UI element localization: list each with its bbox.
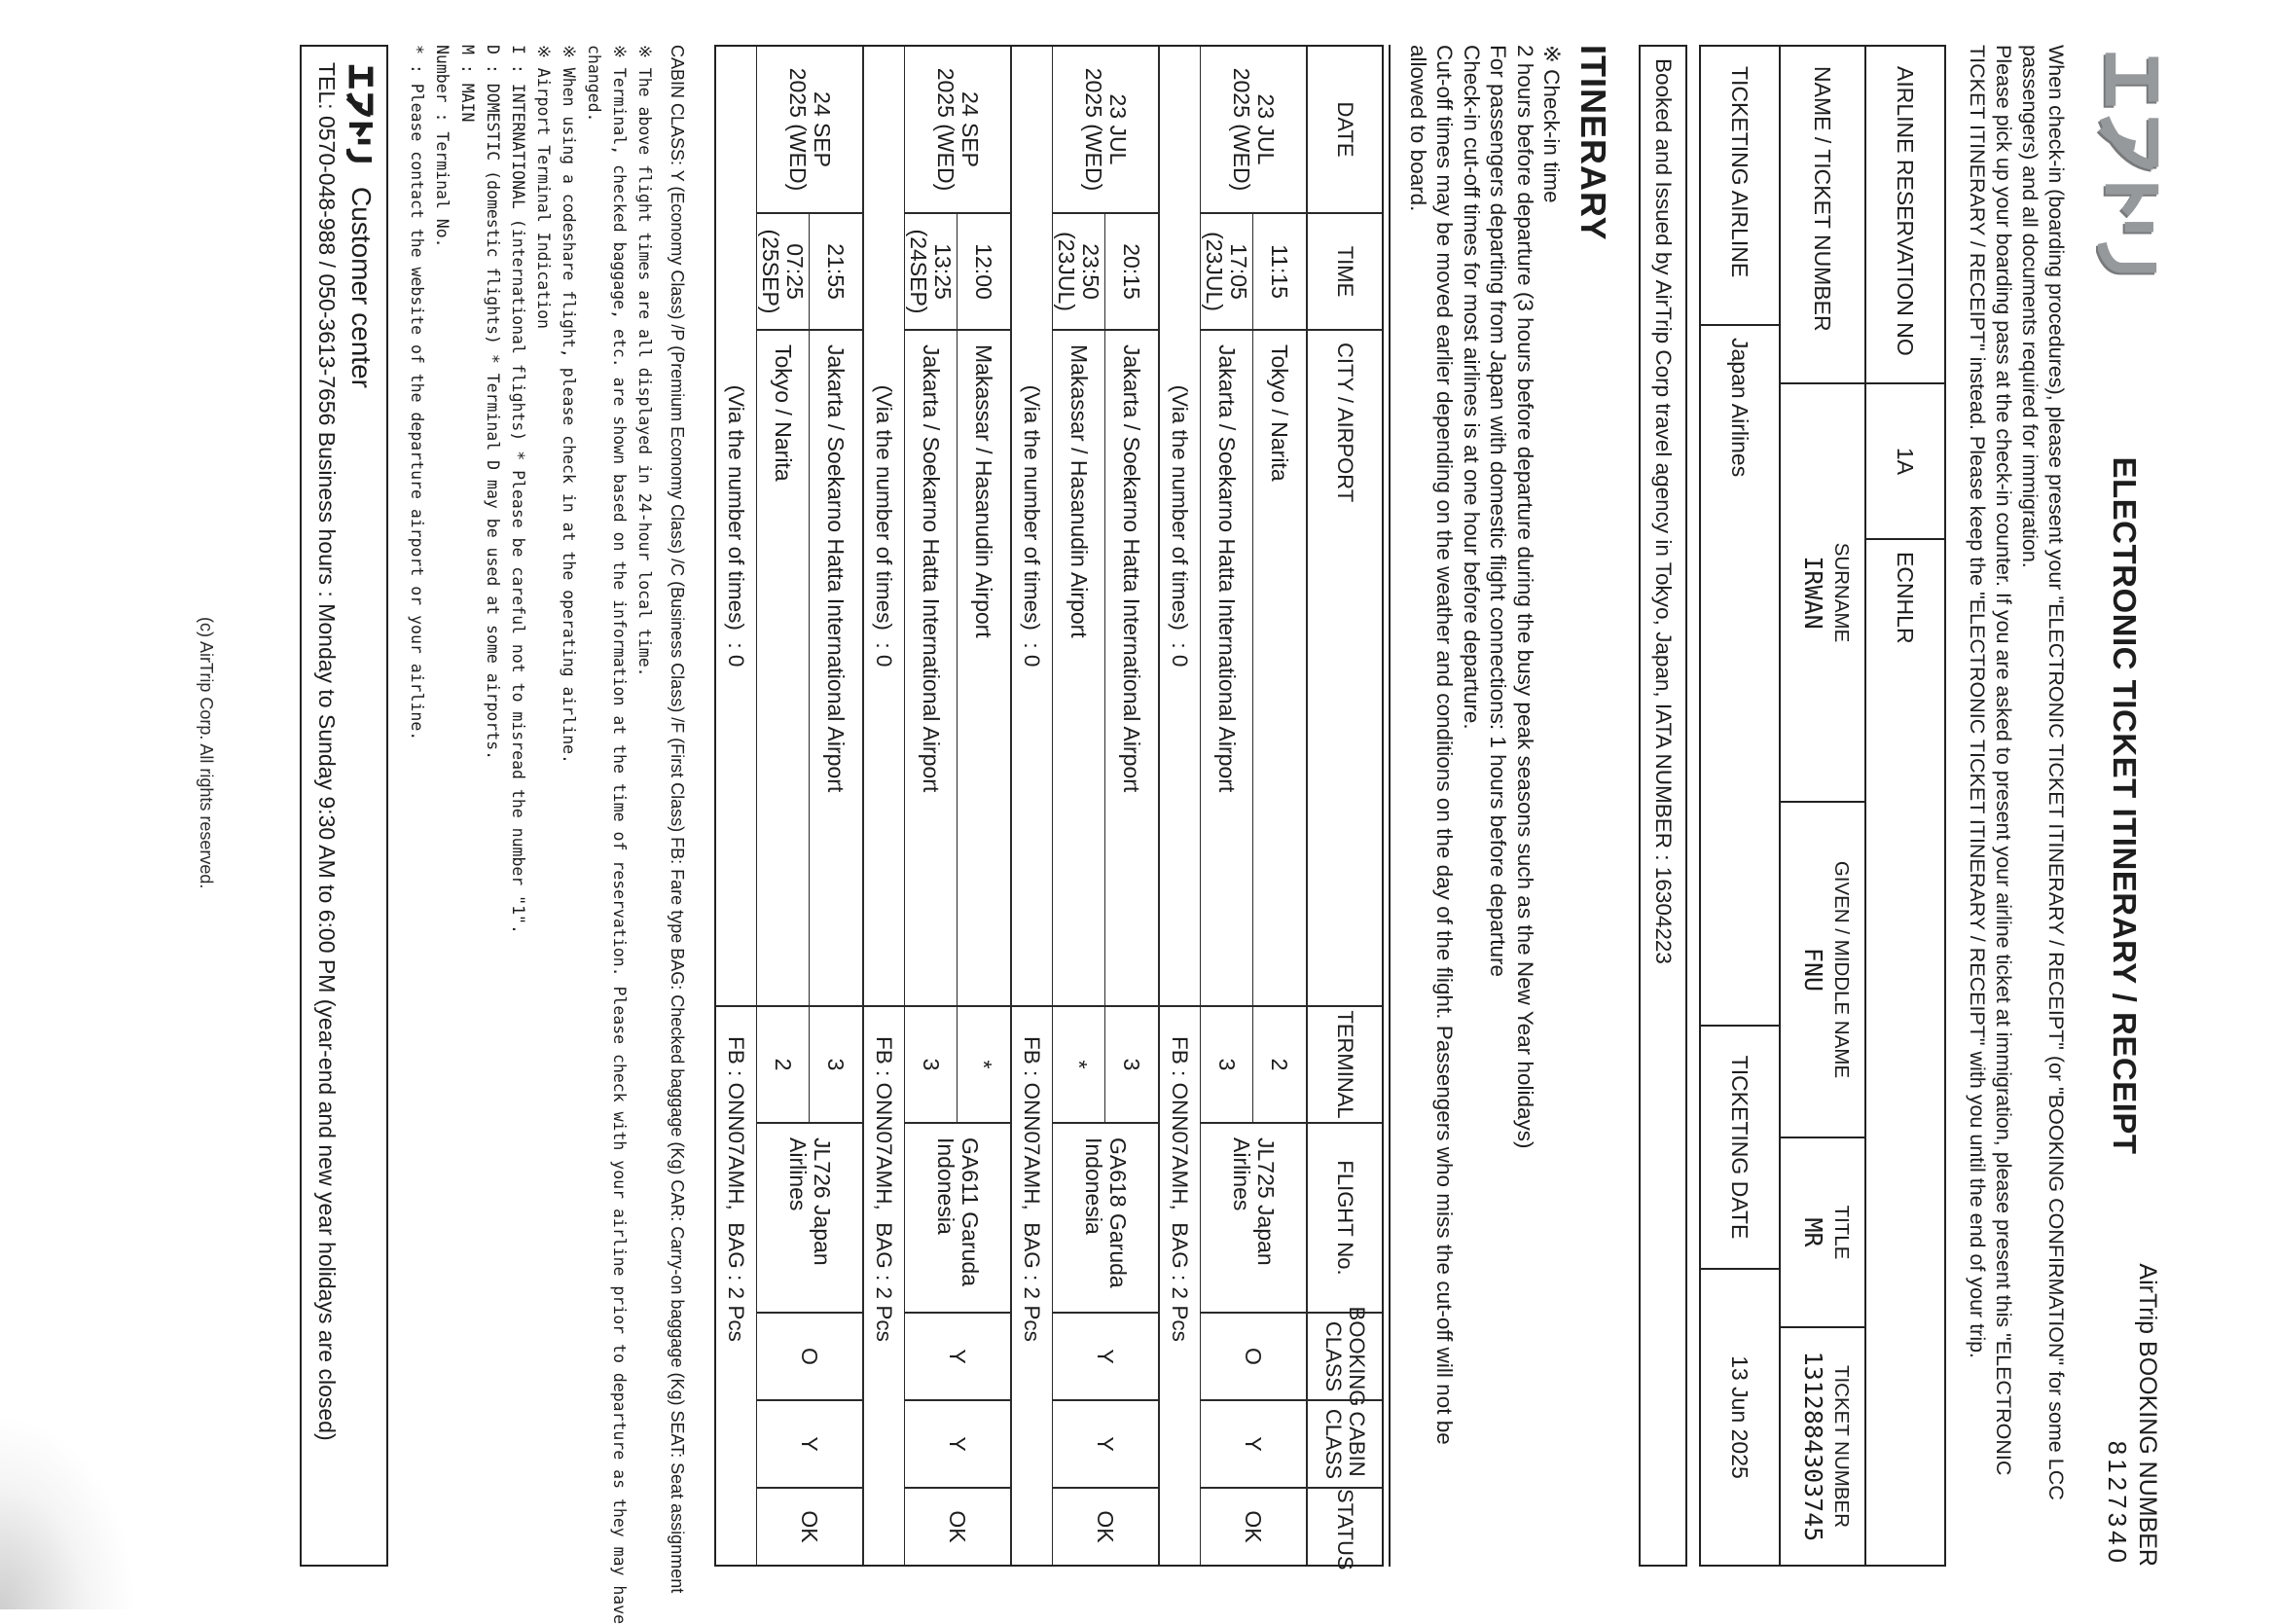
departure-time: 12:00 [958,212,1010,329]
cabin-class-legend: CABIN CLASS: Y (Economy Class) /P (Premium Economy Class) /C (Business Class) /F (First Class) FB: Fare type BAG: Checked baggage (Kg) CAR: Carry-on baggage (Kg) SEAT: Seat assignment [667,45,687,1594]
status: OK [1201,1487,1306,1565]
booking-number-block [2102,1263,2162,1567]
reservation-table [1699,45,1946,1567]
remark-line: I : INTERNATIONAL (international flights) * Please be careful not to misread the number "1". [508,45,527,934]
flight-itinerary-table [714,45,1384,1570]
remark-line: ※ Airport Terminal Indication [533,45,553,329]
checkin-note: allowed to board. [1405,45,1430,212]
arrival-time: 13:25 (24SEP) [905,212,958,329]
date-cell: 23 JUL 2025 (WED) [1080,67,1131,192]
issued-by-box: Booked and Issued by AirTrip Corp travel agency in Tokyo, Japan, IATA NUMBER : 16304223 [1639,45,1687,1567]
flight-row-1 [1160,47,1308,1565]
booking-number-label: AirTrip BOOKING NUMBER [2134,1263,2161,1567]
departure-terminal: 3 [810,1005,862,1122]
flight-row-4 [716,47,864,1565]
col-terminal: TERMINAL [1308,1005,1382,1122]
instruction-line: TICKET ITINERARY / RECEIPT" instead. Please keep the "ELECTRONIC TICKET ITINERARY / RECEIPT" with you until the end of your trip. [1966,45,1989,1359]
col-time: TIME [1308,212,1382,329]
via-cell: (Via the number of times) : 0 [716,47,757,1005]
arrival-city: Jakarta / Soekarno Hatta International Airport [905,329,958,1005]
fare-baggage-cell: FB : ONN07AMH, BAG : 2 Pcs [716,1005,757,1565]
instruction-line: passengers) and all documents required for immigration. [2018,45,2042,568]
remark-line: ※ The above flight times are all displayed in 24-hour local time. [634,45,654,677]
remarks-notes [404,45,657,1624]
customer-center-label: Customer center [345,187,377,388]
checkin-instructions [1964,45,2069,1567]
departure-city: Makassar / Hasanudin Airport [958,329,1010,1005]
departure-city: Jakarta / Soekarno Hatta International Airport [810,329,862,1005]
remark-line: Number : Terminal No. [432,45,452,248]
departure-time: 21:55 [810,212,862,329]
via-cell: (Via the number of times) : 0 [1012,47,1053,1005]
fare-baggage-cell: FB : ONN07AMH, BAG : 2 Pcs [1160,1005,1201,1565]
instruction-line: Please pick up your boarding pass at the check-in counter. If you are asked to present your airline ticket at immigration, please present this "ELECTRONIC [1992,45,2015,1476]
title-label: TITLE [1827,1137,1864,1326]
ticketing-row [1701,47,1781,1565]
departure-time: 11:15 [1253,212,1306,329]
cabin-class: Y [905,1399,1010,1487]
surname-value: IRWAN [1781,382,1827,801]
reservation-row [1866,47,1944,1565]
flight-number: GA611 Garuda Indonesia [905,1122,1010,1312]
departure-city: Jakarta / Soekarno Hatta International Airport [1105,329,1158,1005]
airline-reservation-no-label: AIRLINE RESERVATION NO [1893,66,1919,356]
itinerary-heading: ITINERARY [1573,45,1613,241]
status: OK [905,1487,1010,1565]
col-cabin-class: CABIN CLASS [1308,1399,1382,1487]
fare-baggage-cell: FB : ONN07AMH, BAG : 2 Pcs [1012,1005,1053,1565]
departure-terminal: 2 [1253,1005,1306,1122]
col-status: STATUS [1308,1487,1382,1570]
departure-city: Tokyo / Narita [1253,329,1306,1005]
checkin-note: For passengers departing from Japan with domestic flight connections: 1 hours before departure [1486,45,1511,978]
remark-line: D : DOMESTIC (domestic flights) * Terminal D may be used at some airports. [483,45,502,761]
date-cell: 23 JUL 2025 (WED) [1228,67,1279,192]
flight-number: GA618 Garuda Indonesia [1053,1122,1158,1312]
flight-row-3 [864,47,1012,1565]
remark-line: changed. [584,45,603,123]
ticket-number-label: TICKET NUMBER [1827,1326,1864,1565]
booking-class: O [1201,1312,1306,1399]
document-header [2084,45,2168,1567]
pnr-value: ECNHLR [1866,538,1944,1565]
departure-terminal: * [958,1005,1010,1122]
reservation-system-value: 1A [1866,382,1944,538]
arrival-terminal: 3 [905,1005,958,1122]
cabin-class: Y [1201,1399,1306,1487]
surname-label: SURNAME [1827,382,1864,801]
ticketing-date-value: 13 Jun 2025 [1701,1268,1779,1565]
via-cell: (Via the number of times) : 0 [864,47,905,1005]
ticketing-airline-label: TICKETING AIRLINE [1727,66,1753,278]
arrival-terminal: 3 [1201,1005,1253,1122]
remark-line: ※ Terminal, checked baggage, etc. are shown based on the information at the time of reservation. Please check with your airline prior to departure as they may have [609,45,629,1624]
remark-line: ※ When using a codeshare flight, please check in at the operating airline. [559,45,578,764]
customer-center-box [300,45,388,1567]
fare-baggage-cell: FB : ONN07AMH, BAG : 2 Pcs [864,1005,905,1565]
arrival-city: Makassar / Hasanudin Airport [1053,329,1105,1005]
status: OK [757,1487,862,1565]
checkin-time-notes [1405,45,1565,1567]
arrival-city: Tokyo / Narita [757,329,810,1005]
page-title: ELECTRONIC TICKET ITINERARY / RECEIPT [2107,456,2143,1155]
flight-number: JL726 Japan Airlines [757,1122,862,1312]
departure-time: 20:15 [1105,212,1158,329]
itinerary-header-row [1308,47,1382,1570]
date-cell: 24 SEP 2025 (WED) [784,67,835,192]
departure-terminal: 3 [1105,1005,1158,1122]
ticketing-date-label: TICKETING DATE [1701,1025,1779,1268]
via-cell: (Via the number of times) : 0 [1160,47,1201,1005]
customer-center-title [345,62,377,1549]
arrival-time: 07:25 (25SEP) [757,212,810,329]
copyright-line: (c) AirTrip Corp. All rights reserved. [196,617,216,889]
passenger-row [1781,47,1866,1565]
customer-center-tel-line: TEL: 0570-048-988 / 050-3613-7656 Business hours : Monday to Sunday 9:30 AM to 6:00 PM (year-end and new year holidays are closed) [313,62,340,1441]
remark-line: * : Please contact the website of the departure airport or your airline. [407,45,426,741]
arrival-time: 23:50 (23JUL) [1053,212,1105,329]
booking-class: Y [905,1312,1010,1399]
booking-class: Y [1053,1312,1158,1399]
checkin-note: 2 hours before departure (3 hours before departure during the busy peak seasons such as the New Year holidays) [1512,45,1537,1149]
checkin-note: ※ Check-in time [1539,45,1564,203]
cabin-class: Y [757,1399,862,1487]
airtrip-kana-icon [346,62,376,177]
instruction-line: When check-in (boarding procedures), please present your "ELECTRONIC TICKET ITINERARY / RECEIPT" (or "BOOKING CONFIRMATION" for some LCC [2044,45,2068,1500]
booking-number-value: 8127340 [2103,1440,2132,1567]
ticket-number-value: 1312884303745 [1781,1326,1827,1565]
ticketing-airline-value: Japan Airlines [1701,324,1779,1025]
flight-row-2 [1012,47,1160,1565]
checkin-note: Check-in cut-off times for most airlines is at one hour before departure. [1459,45,1484,730]
given-name-label: GIVEN / MIDDLE NAME [1827,801,1864,1137]
given-name-value: FNU [1781,801,1827,1137]
arrival-time: 17:05 (23JUL) [1201,212,1253,329]
name-ticket-label: NAME / TICKET NUMBER [1810,66,1836,332]
checkin-note: Cut-off times may be moved earlier depending on the weather and conditions on the day of the flight. Passengers who miss the cut-off will not be [1432,45,1458,1445]
remark-line: M : MAIN [457,45,477,123]
date-cell: 24 SEP 2025 (WED) [932,67,983,192]
col-flight: FLIGHT No. [1308,1122,1382,1312]
col-city: CITY / AIRPORT [1308,329,1382,1005]
booking-class: O [757,1312,862,1399]
title-value: MR [1781,1137,1827,1326]
flight-number: JL725 Japan Airlines [1201,1122,1306,1312]
arrival-terminal: * [1053,1005,1105,1122]
col-date: DATE [1332,101,1357,158]
arrival-terminal: 2 [757,1005,810,1122]
cabin-class: Y [1053,1399,1158,1487]
arrival-city: Jakarta / Soekarno Hatta International Airport [1201,329,1253,1005]
status: OK [1053,1487,1158,1565]
col-booking-class: BOOKING CLASS [1308,1312,1382,1399]
